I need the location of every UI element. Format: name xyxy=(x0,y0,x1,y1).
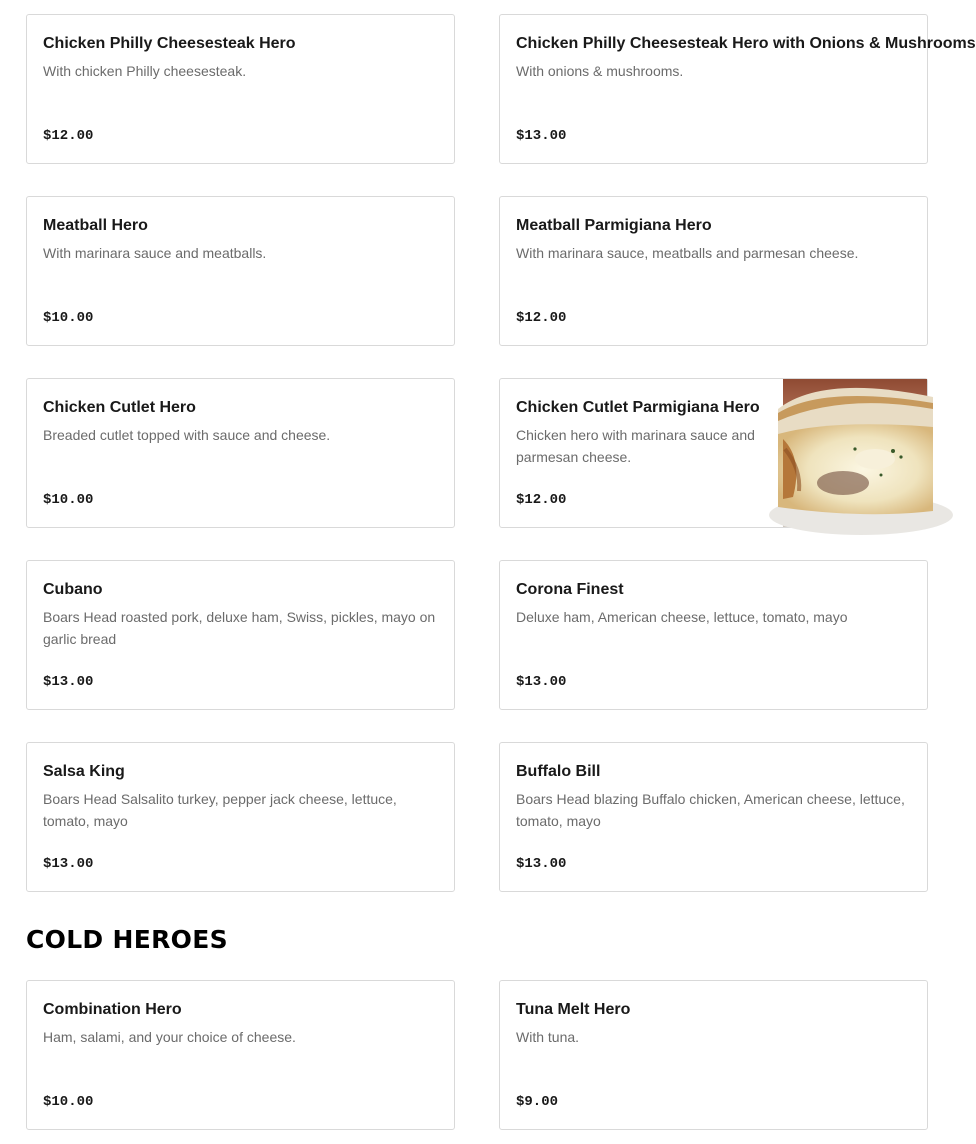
item-name: Combination Hero xyxy=(43,1001,182,1018)
item-description: With marinara sauce and meatballs. xyxy=(43,245,267,261)
item-name: Salsa King xyxy=(43,763,125,780)
menu-item-card[interactable] xyxy=(499,14,976,164)
menu-item-card[interactable] xyxy=(499,560,928,710)
sandwich-photo-icon xyxy=(783,379,927,527)
item-description: Chicken hero with marinara sauce and parmesan cheese. xyxy=(516,427,755,465)
item-price: $13.00 xyxy=(516,674,567,690)
menu-item-card[interactable] xyxy=(499,196,928,346)
item-price: $9.00 xyxy=(516,1094,559,1110)
item-price: $13.00 xyxy=(43,856,94,872)
section-title-cold-heroes: COLD HEROES xyxy=(26,925,228,954)
item-price: $10.00 xyxy=(43,492,94,508)
menu-item-card[interactable] xyxy=(26,196,455,346)
item-description: With chicken Philly cheesesteak. xyxy=(43,63,247,79)
item-photo xyxy=(783,379,927,527)
item-price: $10.00 xyxy=(43,1094,94,1110)
item-description: Boars Head roasted pork, deluxe ham, Swiss, pickles, mayo on garlic bread xyxy=(43,609,436,647)
item-name: Cubano xyxy=(43,581,103,598)
item-price: $12.00 xyxy=(516,492,567,508)
item-name: Chicken Cutlet Hero xyxy=(43,399,196,416)
item-description: With tuna. xyxy=(516,1029,580,1045)
item-price: $12.00 xyxy=(43,128,94,144)
item-price: $12.00 xyxy=(516,310,567,326)
item-description: Deluxe ham, American cheese, lettuce, tomato, mayo xyxy=(516,609,848,625)
item-price: $10.00 xyxy=(43,310,94,326)
item-description: Boars Head blazing Buffalo chicken, American cheese, lettuce, tomato, mayo xyxy=(516,791,905,829)
menu-item-card[interactable] xyxy=(26,980,455,1130)
item-description: With marinara sauce, meatballs and parmesan cheese. xyxy=(516,245,859,261)
item-description: Ham, salami, and your choice of cheese. xyxy=(43,1029,296,1045)
item-name: Chicken Cutlet Parmigiana Hero xyxy=(516,399,760,416)
item-description: Boars Head Salsalito turkey, pepper jack cheese, lettuce, tomato, mayo xyxy=(43,791,397,829)
item-name: Chicken Philly Cheesesteak Hero xyxy=(43,35,296,52)
item-name: Meatball Hero xyxy=(43,217,148,234)
item-name: Corona Finest xyxy=(516,581,624,598)
item-description: Breaded cutlet topped with sauce and cheese. xyxy=(43,427,331,443)
item-price: $13.00 xyxy=(516,856,567,872)
menu-item-card[interactable] xyxy=(499,980,928,1130)
menu-item-card[interactable] xyxy=(26,378,455,528)
item-name: Meatball Parmigiana Hero xyxy=(516,217,712,234)
item-price: $13.00 xyxy=(43,674,94,690)
item-price: $13.00 xyxy=(516,128,567,144)
menu-item-card[interactable] xyxy=(499,378,928,528)
item-name: Chicken Philly Cheesesteak Hero with Onions & Mushrooms xyxy=(516,35,976,52)
menu-item-card[interactable] xyxy=(26,14,455,164)
item-description: With onions & mushrooms. xyxy=(516,63,684,79)
item-name: Buffalo Bill xyxy=(516,763,601,780)
item-name: Tuna Melt Hero xyxy=(516,1001,631,1018)
menu-item-card[interactable] xyxy=(26,560,455,710)
menu-item-card[interactable] xyxy=(499,742,928,892)
menu-item-card[interactable] xyxy=(26,742,455,892)
